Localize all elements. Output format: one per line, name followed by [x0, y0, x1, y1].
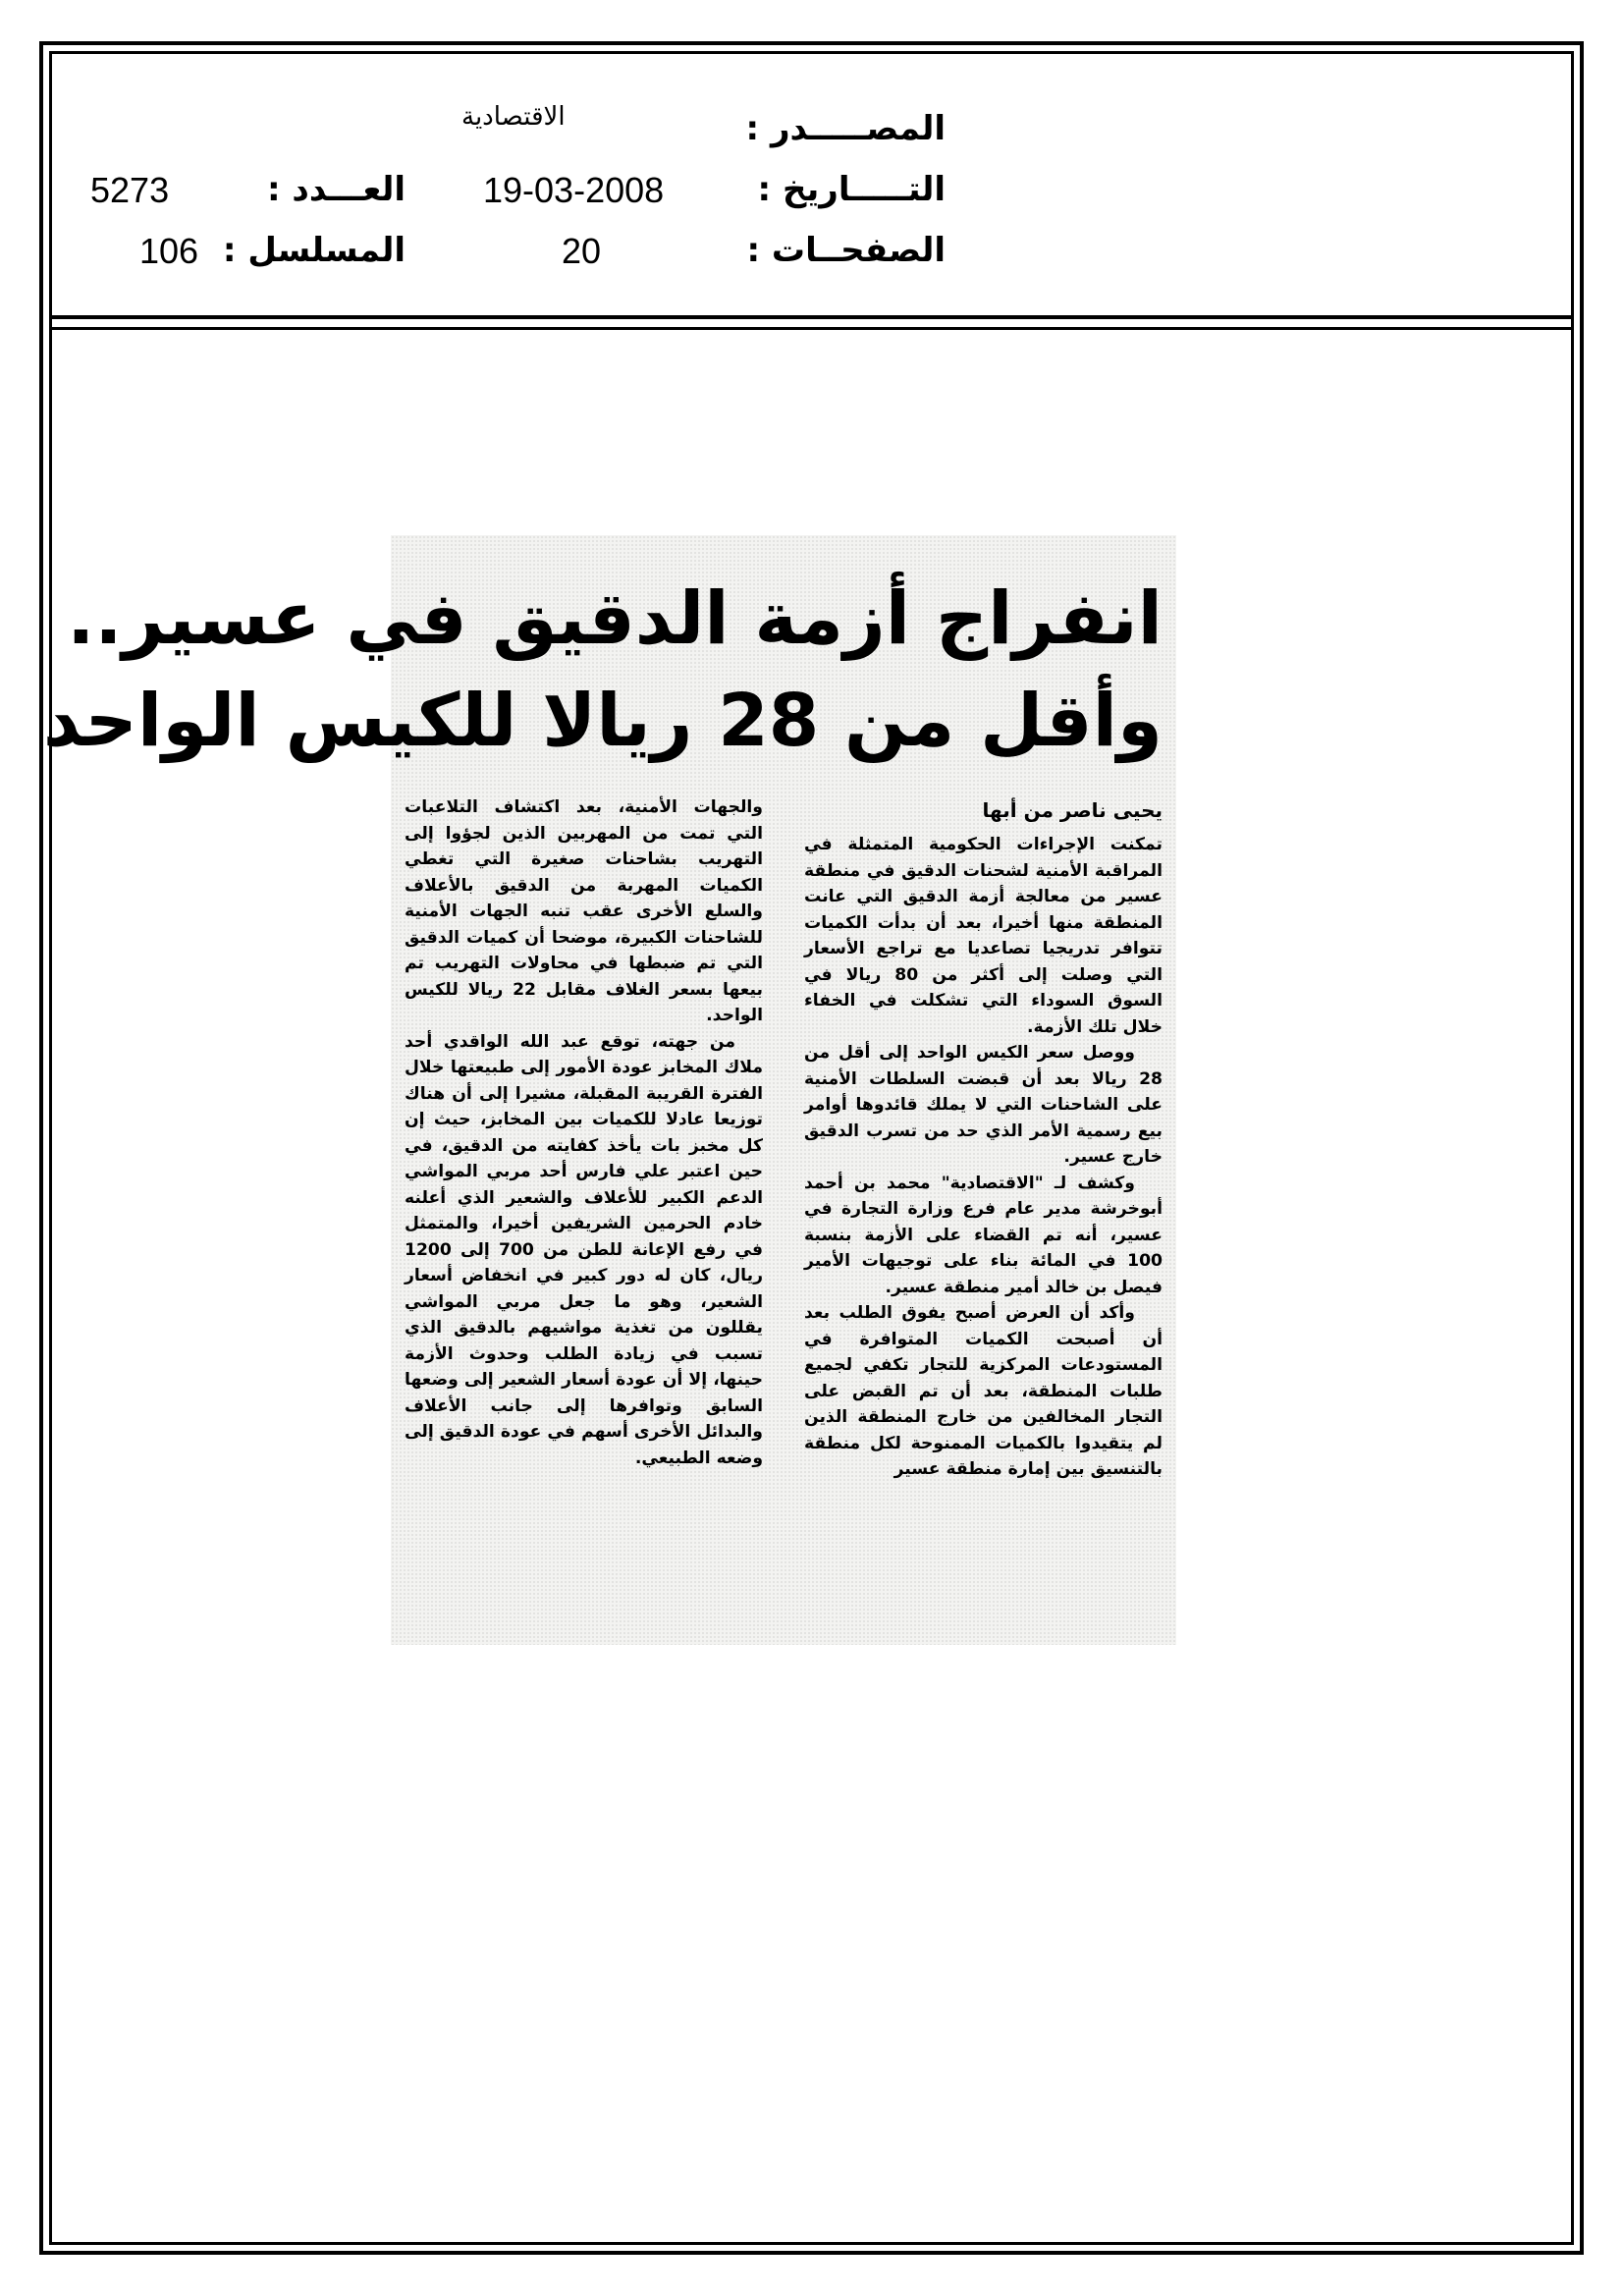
article-column-right — [804, 832, 1163, 1483]
header-divider-double — [49, 327, 1574, 330]
byline: يحيى ناصر من أبها — [982, 798, 1163, 822]
date-value: 19-03-2008 — [483, 170, 665, 210]
paragraph: وأكد أن العرض أصبح يفوق الطلب بعد أن أصبحت الكميات المتوافرة في المستودعات المركزية للتجار تكفي لجميع طلبات المنطقة، بعد أن تم القبض على التجار المخالفين من خارج المنطقة الذين لم يتقيدوا بالكميات الممنوحة لكل منطقة بالتنسيق بين إمارة منطقة عسير — [804, 1303, 1163, 1479]
paragraph: من جهته، توقع عبد الله الواقدي أحد ملاك المخابز عودة الأمور إلى طبيعتها خلال الفترة القريبة المقبلة، مشيرا إلى أن هناك توزيعا عادلا للكميات بين المخابز، حيث إن كل مخبز بات يأخذ كفايته من الدقيق، في حين اعتبر علي فارس أحد مربي المواشي الدعم الكبير للأعلاف والشعير الذي أعلنه خادم الحرمين الشريفين أخيرا، والمتمثل في رفع الإعانة للطن من 700 إلى 1200 ريال، كان له دور كبير في انخفاض أسعار الشعير، وهو ما جعل مربي المواشي يقللون من تغذية مواشيهم بالدقيق الذي تسبب في زيادة الطلب وحدوث الأزمة حينها، إلا أن عودة أسعار الشعير إلى وضعها السابق وتوافرها إلى جانب الأعلاف والبدائل الأخرى أسهم في عودة الدقيق إلى وضعه الطبيعي. — [405, 1031, 763, 1468]
header-divider — [49, 315, 1574, 319]
paragraph: وكشف لـ "الاقتصادية" محمد بن أحمد أبوخرشة مدير عام فرع وزارة التجارة في عسير، أنه تم القضاء على الأزمة بنسبة 100 في المائة بناء على توجيهات الأمير فيصل بن خالد أمير منطقة عسير. — [804, 1173, 1163, 1297]
serial-label: المسلسل : — [222, 231, 406, 270]
pages-label: الصفحــات : — [746, 231, 946, 270]
issue-value: 5273 — [90, 170, 170, 210]
paragraph: والجهات الأمنية، بعد اكتشاف التلاعبات التي تمت من المهربين الذين لجؤوا إلى التهريب بشاحنات صغيرة التي تغطي الكميات المهربة من الدقيق بالأعلاف والسلع الأخرى عقب تنبه الجهات الأمنية للشاحنات الكبيرة، موضحا أن كميات الدقيق التي تم ضبطها في محاولات التهريب تم بيعها بسعر الغلاف مقابل 22 ريالا للكيس الواحد. — [405, 797, 763, 1025]
headline-line-2: وأقل من 28 ريالا للكيس الواحد — [42, 679, 1163, 763]
source-value: الاقتصادية — [461, 102, 566, 132]
newspaper-clipping — [42, 535, 1176, 1645]
headline-line-1: انفراج أزمة الدقيق في عسير.. — [67, 576, 1163, 661]
pages-value: 20 — [562, 231, 602, 271]
paragraph: تمكنت الإجراءات الحكومية المتمثلة في المراقبة الأمنية لشحنات الدقيق في منطقة عسير من معالجة أزمة الدقيق التي عانت المنطقة منها أخيرا، بعد أن بدأت الكميات تتوافر تدريجيا تصاعديا مع تراجع الأسعار التي وصلت إلى أكثر من 80 ريالا في السوق السوداء التي تشكلت في الخفاء خلال تلك الأزمة. — [804, 835, 1163, 1037]
article-column-left — [405, 794, 763, 1471]
issue-label: العـــدد : — [267, 170, 406, 209]
source-label: المصـــــدر : — [745, 109, 946, 148]
serial-value: 106 — [139, 231, 199, 271]
paragraph: ووصل سعر الكيس الواحد إلى أقل من 28 ريالا بعد أن قبضت السلطات الأمنية على الشاحنات التي لا يملك قائدوها أوامر بيع رسمية الأمر الذي حد من تسرب الدقيق خارج عسير. — [804, 1043, 1163, 1167]
date-label: التـــــاريخ : — [757, 170, 946, 209]
